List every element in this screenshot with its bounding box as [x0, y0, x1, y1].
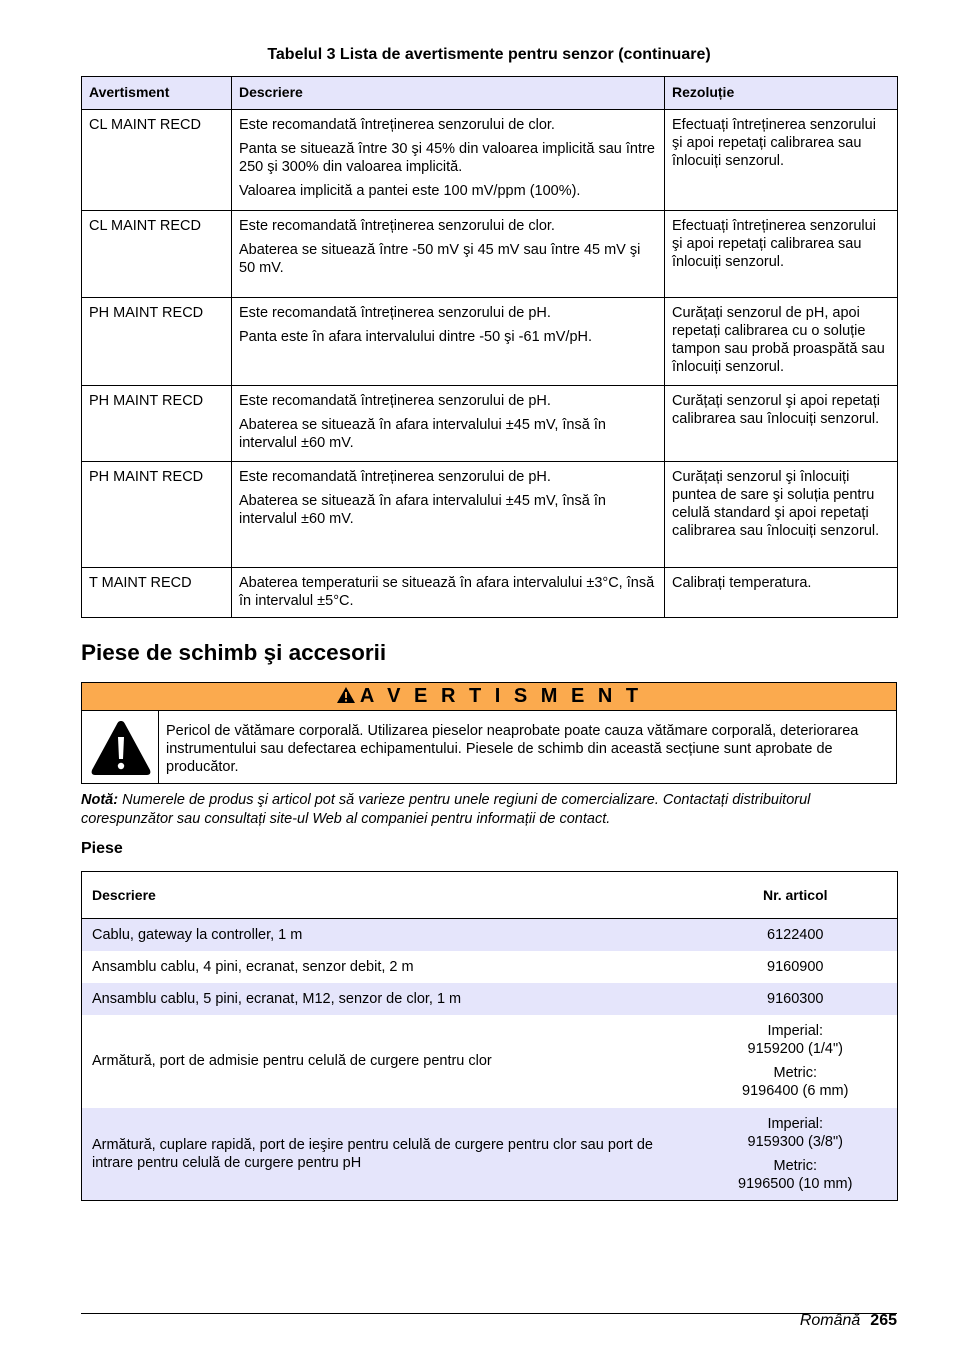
table-row — [82, 919, 898, 951]
section-title: Piese de schimb şi accesorii — [81, 640, 387, 665]
resolution-cell: Calibrați temperatura. — [665, 568, 898, 618]
sensor-warnings-table — [81, 76, 898, 618]
warning-bar — [82, 683, 896, 711]
warning-icon-cell — [82, 711, 159, 783]
table-row — [82, 568, 898, 618]
warning-label: A V E R T I S M E N T — [359, 685, 643, 707]
column-header-description: Descriere — [232, 77, 665, 110]
warning-cell: CL MAINT RECD — [82, 110, 232, 211]
description-line: Abaterea se situează în afara intervalului ±45 mV, însă în intervalul ±60 mV. — [239, 417, 606, 451]
description-line: Abaterea se situează în afara intervalului ±45 mV, însă în intervalul ±60 mV. — [239, 493, 606, 527]
description-line: Panta se situează între 30 şi 45% din valoarea implicită sau între 250 şi 300% din valoarea implicită. — [239, 141, 655, 175]
warning-cell: CL MAINT RECD — [82, 211, 232, 298]
table-row — [82, 110, 898, 211]
warning-text: Pericol de vătămare corporală. Utilizarea pieselor neaprobate poate cauza vătămare corporală, deteriorarea instrumentului sau defectarea echipamentului. Piesele de schimb din această secțiune sunt aprobate de producător. — [166, 723, 859, 775]
description-cell — [232, 568, 665, 618]
column-header-description: Descriere — [82, 872, 694, 919]
part-number: 6122400 — [694, 919, 898, 951]
table-row — [82, 462, 898, 568]
description-line: Este recomandată întreținerea senzorului de pH. — [239, 393, 551, 409]
table-header-row — [82, 872, 898, 919]
table-row — [82, 951, 898, 983]
part-number: 9160900 — [767, 958, 824, 975]
table-caption: Tabelul 3 Lista de avertismente pentru senzor (continuare) — [267, 46, 711, 63]
part-description: Armătură, port de admisie pentru celulă de curgere pentru clor — [92, 1053, 492, 1069]
warning-cell: PH MAINT RECD — [82, 386, 232, 462]
column-header-warning: Avertisment — [82, 77, 232, 110]
page-footer — [800, 1312, 897, 1330]
table-row — [82, 983, 898, 1015]
part-number-cell — [694, 1015, 898, 1108]
resolution-cell: Curățați senzorul şi înlocuiți puntea de sare şi soluția pentru celulă standard şi apoi repetați calibrarea sau înlocuiți senzorul. — [665, 462, 898, 568]
description-line: Este recomandată întreținerea senzorului de clor. — [239, 117, 555, 133]
table-row — [82, 386, 898, 462]
warning-cell: PH MAINT RECD — [82, 298, 232, 386]
parts-subheading: Piese — [81, 840, 123, 857]
table-row — [82, 211, 898, 298]
column-header-resolution: Rezoluție — [665, 77, 898, 110]
part-number-metric: Metric: 9196500 (10 mm) — [738, 1157, 853, 1192]
warning-cell: T MAINT RECD — [82, 568, 232, 618]
warning-triangle-small-icon — [336, 686, 356, 704]
description-line: Este recomandată întreținerea senzorului de pH. — [239, 305, 551, 321]
description-line: Abaterea temperaturii se situează în afara intervalului ±3°C, însă în intervalul ±5°C. — [239, 575, 655, 609]
page-number: 265 — [870, 1312, 897, 1329]
part-number-imperial: Imperial: 9159200 (1/4") — [747, 1023, 843, 1057]
description-cell — [232, 462, 665, 568]
warning-cell: PH MAINT RECD — [82, 462, 232, 568]
description-cell — [232, 110, 665, 211]
table-row — [82, 1108, 898, 1201]
part-description: Ansamblu cablu, 4 pini, ecranat, senzor debit, 2 m — [92, 958, 414, 975]
description-cell — [232, 298, 665, 386]
description-line: Abaterea se situează între -50 mV şi 45 mV sau între 45 mV şi 50 mV. — [239, 242, 641, 276]
note-label: Notă: — [81, 792, 119, 808]
note-paragraph — [81, 791, 897, 829]
warning-box — [81, 682, 897, 784]
description-line: Valoarea implicită a pantei este 100 mV/ppm (100%). — [239, 183, 581, 199]
part-description: Cablu, gateway la controller, 1 m — [82, 919, 694, 951]
resolution-cell: Curățați senzorul şi apoi repetați calibrarea sau înlocuiți senzorul. — [665, 386, 898, 462]
description-cell — [232, 386, 665, 462]
note-text: Numerele de produs şi articol pot să varieze pentru unele regiuni de comercializare. Contactați distribuitorul corespunzător sau consultați site-ul Web al companiei pentru informații de contact. — [81, 792, 811, 827]
table-header-row — [82, 77, 898, 110]
part-number: 9160300 — [694, 983, 898, 1015]
description-cell — [232, 211, 665, 298]
table-row — [82, 298, 898, 386]
description-line: Panta este în afara intervalului dintre -50 şi -61 mV/pH. — [239, 329, 593, 345]
part-description: Armătură, cuplare rapidă, port de ieşire pentru celulă de curgere pentru clor sau port de intrare pentru celulă de curgere pentru pH — [82, 1108, 694, 1201]
resolution-cell: Efectuați întreținerea senzorului şi apoi repetați calibrarea sau înlocuiți senzorul. — [665, 110, 898, 211]
part-number-cell — [694, 1108, 898, 1201]
resolution-cell: Efectuați întreținerea senzorului şi apoi repetați calibrarea sau înlocuiți senzorul. — [665, 211, 898, 298]
part-number-metric: Metric: 9196400 (6 mm) — [742, 1065, 849, 1099]
part-description: Ansamblu cablu, 5 pini, ecranat, M12, senzor de clor, 1 m — [82, 983, 694, 1015]
warning-triangle-icon — [90, 718, 152, 776]
parts-table — [81, 871, 898, 1201]
description-line: Este recomandată întreținerea senzorului de pH. — [239, 469, 551, 485]
column-header-item-number: Nr. articol — [694, 872, 898, 919]
footer-rule — [81, 1313, 897, 1314]
resolution-cell: Curățați senzorul de pH, apoi repetați calibrarea cu o soluție tampon sau probă proaspătă sau înlocuiți senzorul. — [665, 298, 898, 386]
part-number-imperial: Imperial: 9159300 (3/8") — [747, 1115, 843, 1150]
footer-language: Română — [799, 1312, 861, 1329]
table-row — [82, 1015, 898, 1108]
description-line: Este recomandată întreținerea senzorului de clor. — [239, 218, 555, 234]
